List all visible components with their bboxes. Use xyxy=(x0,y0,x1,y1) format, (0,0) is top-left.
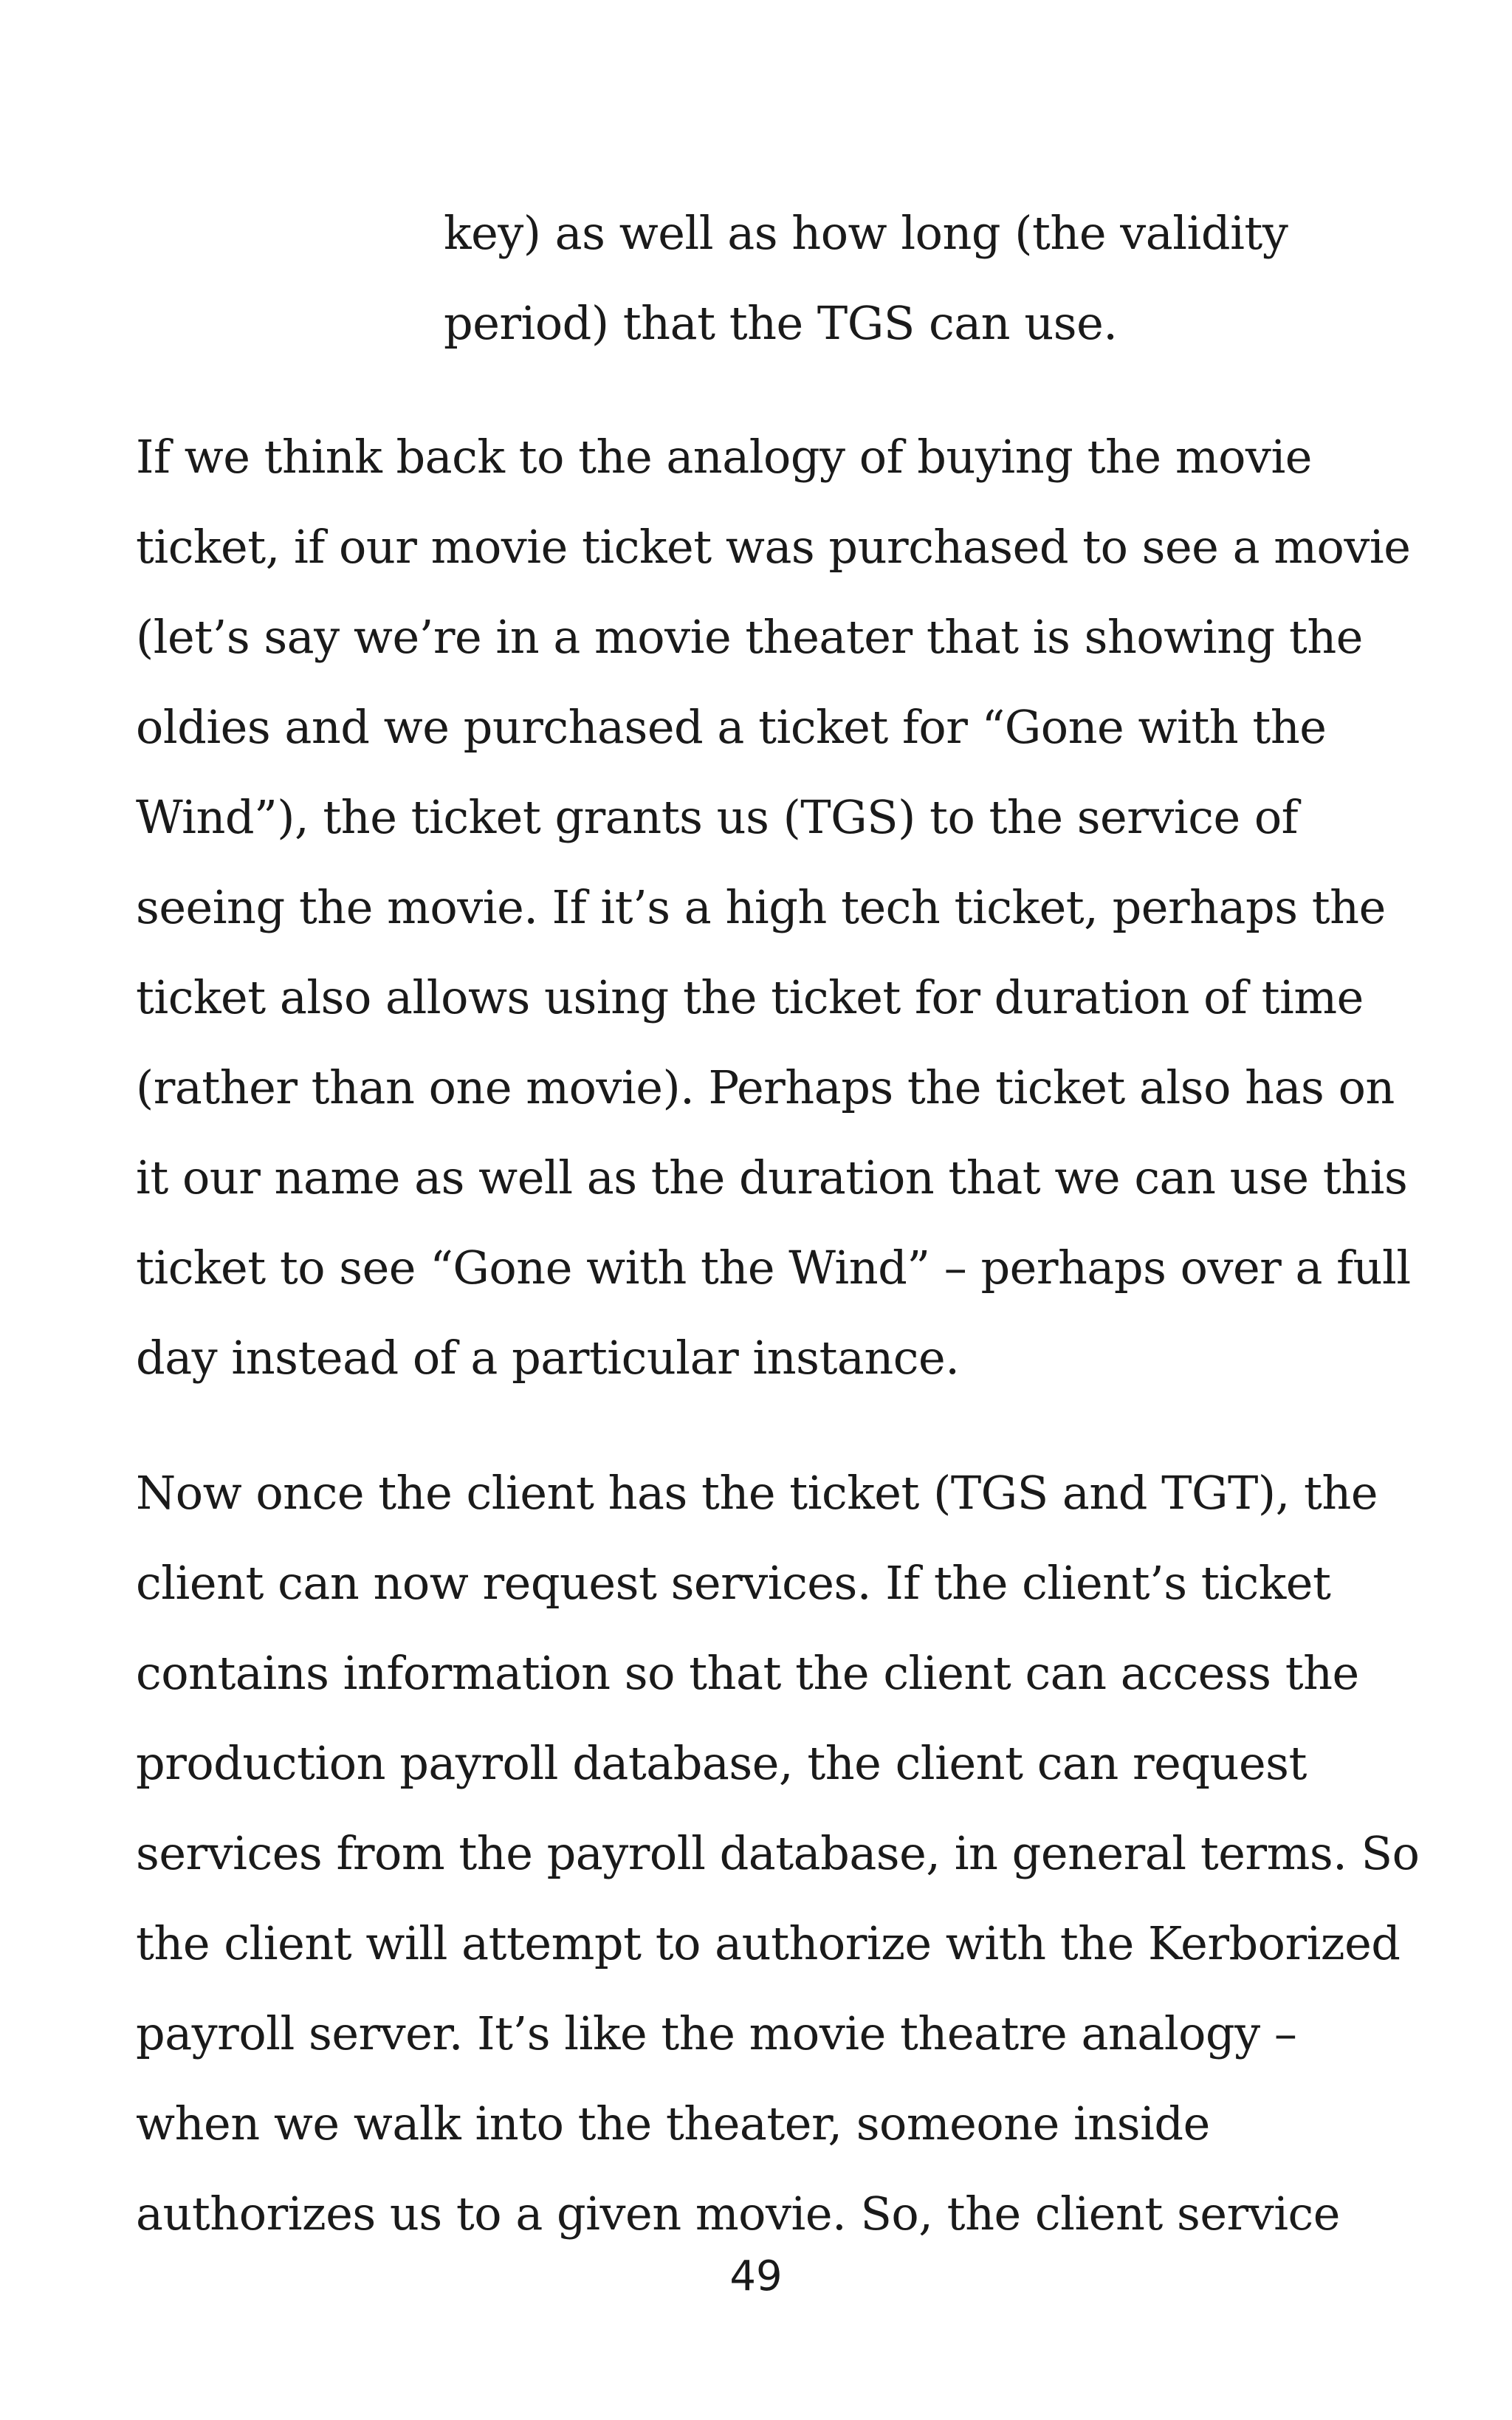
paragraph-1-line-7: ticket also allows using the ticket for duration of time xyxy=(136,970,1364,1024)
paragraph-2-line-6: the client will attempt to authorize with the Kerborized xyxy=(136,1916,1401,1970)
paragraph-2-line-5: services from the payroll database, in general terms. So xyxy=(136,1826,1420,1880)
paragraph-1-line-3: (let’s say we’re in a movie theater that is showing the xyxy=(136,610,1363,664)
paragraph-1-line-6: seeing the movie. If it’s a high tech ticket, perhaps the xyxy=(136,880,1386,934)
paragraph-1-line-11: day instead of a particular instance. xyxy=(136,1331,960,1385)
page-number: 49 xyxy=(729,2252,783,2300)
paragraph-1-line-2: ticket, if our movie ticket was purchased to see a movie xyxy=(136,520,1411,574)
paragraph-1-line-5: Wind”), the ticket grants us (TGS) to the service of xyxy=(136,790,1299,844)
paragraph-2-line-7: payroll server. It’s like the movie theatre analogy – xyxy=(136,2006,1297,2060)
paragraph-1-line-9: it our name as well as the duration that we can use this xyxy=(136,1151,1408,1204)
paragraph-2-line-4: production payroll database, the client can request xyxy=(136,1736,1307,1790)
paragraph-1-line-4: oldies and we purchased a ticket for “Gone with the xyxy=(136,700,1327,754)
paragraph-2-line-8: when we walk into the theater, someone inside xyxy=(136,2097,1210,2150)
paragraph-1-line-8: (rather than one movie). Perhaps the ticket also has on xyxy=(136,1060,1395,1114)
continuation-line-2: period) that the TGS can use. xyxy=(444,296,1118,350)
paragraph-2-line-1: Now once the client has the ticket (TGS and TGT), the xyxy=(136,1466,1378,1520)
paragraph-2-line-2: client can now request services. If the client’s ticket xyxy=(136,1556,1331,1610)
paragraph-1-line-1: If we think back to the analogy of buying the movie xyxy=(136,430,1312,484)
paragraph-1-line-10: ticket to see “Gone with the Wind” – perhaps over a full xyxy=(136,1241,1411,1295)
paragraph-2-line-9: authorizes us to a given movie. So, the client service xyxy=(136,2187,1340,2241)
continuation-line-1: key) as well as how long (the validity xyxy=(444,206,1288,260)
paragraph-2-line-3: contains information so that the client can access the xyxy=(136,1646,1359,1700)
